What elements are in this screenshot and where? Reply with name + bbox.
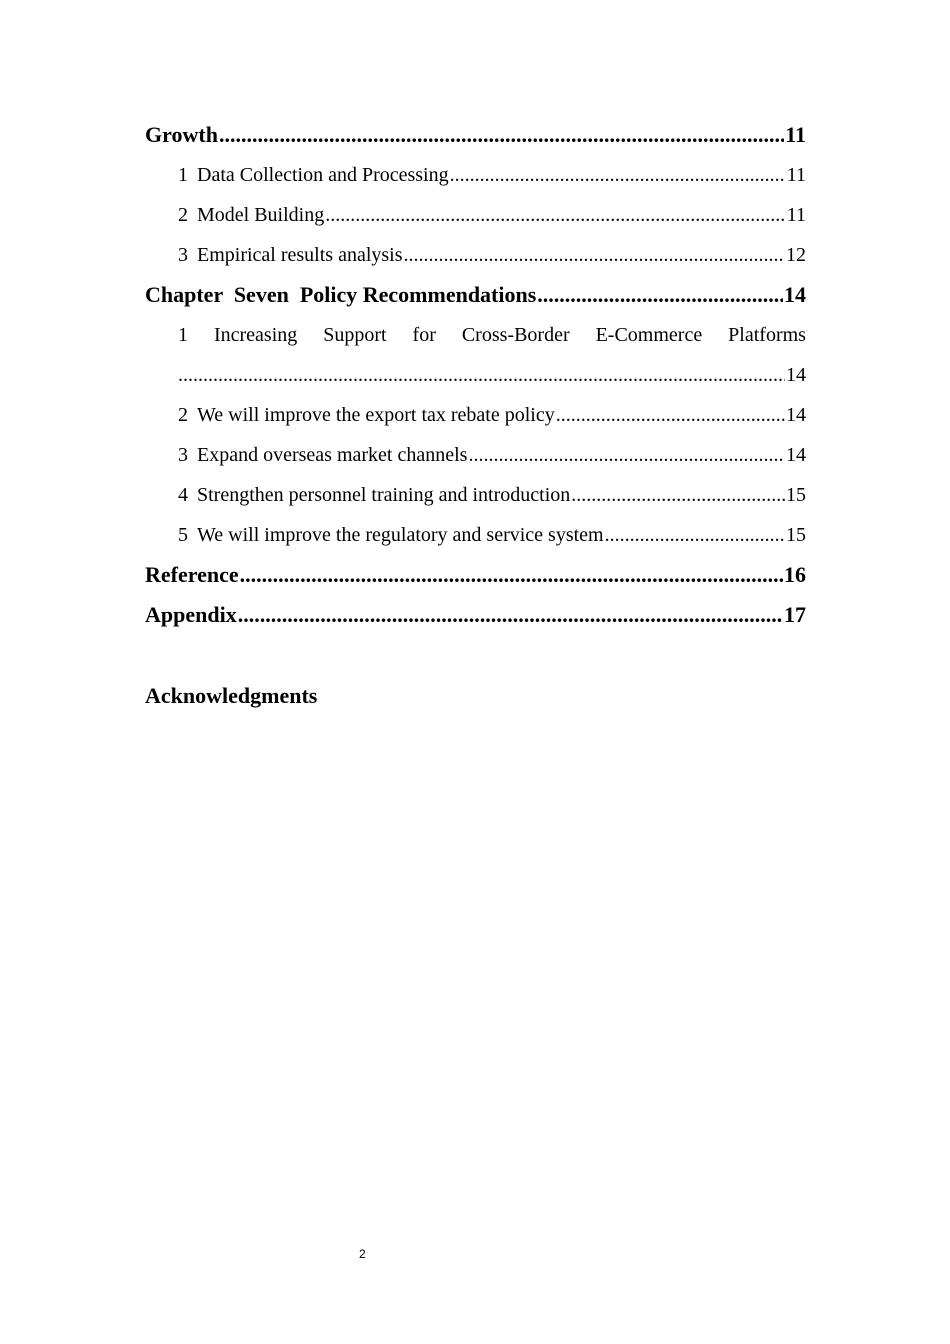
toc-entry-title: Growth <box>145 122 218 147</box>
toc-entry-word: Increasing <box>213 324 298 346</box>
toc-entry-title: Chapter Seven Policy Recommendations <box>145 282 537 307</box>
toc-entry-chapter-seven-1-continuation[interactable] <box>145 355 806 395</box>
toc-entry-number: 2 <box>178 204 188 226</box>
toc-entry-page: 16 <box>784 562 806 587</box>
toc-entry-growth-3[interactable] <box>145 235 806 275</box>
toc-entry-reference[interactable] <box>145 555 806 595</box>
dot-leader <box>178 355 785 395</box>
toc-entry-page: 11 <box>785 122 806 147</box>
toc-entry-number: 5 <box>178 524 188 546</box>
toc-entry-page: 15 <box>786 484 806 506</box>
toc-entry-chapter-seven-1[interactable] <box>145 315 806 355</box>
toc-entry-page: 11 <box>786 164 806 186</box>
toc-entry-appendix[interactable] <box>145 595 806 635</box>
toc-entry-title: We will improve the regulatory and service system <box>197 524 604 546</box>
toc-entry-chapter-seven[interactable] <box>145 275 806 315</box>
toc-entry-word: for <box>412 324 436 346</box>
toc-entry-title: Data Collection and Processing <box>197 164 449 186</box>
toc-entry-number: 3 <box>178 444 188 466</box>
toc-entry-number: 1 <box>178 164 188 186</box>
dot-leader <box>605 515 785 555</box>
toc-entry-growth-2[interactable] <box>145 195 806 235</box>
toc-entry-word: Cross-Border <box>461 324 570 346</box>
dot-leader <box>556 395 785 435</box>
toc-entry-number: 2 <box>178 404 188 426</box>
toc-entry-page: 14 <box>786 364 806 386</box>
toc-entry-growth[interactable] <box>145 115 806 155</box>
dot-leader <box>468 435 785 475</box>
dot-leader <box>240 555 783 595</box>
dot-leader <box>238 595 783 635</box>
acknowledgments-heading: Acknowledgments <box>145 683 318 708</box>
toc-entry-number: 1 <box>178 324 188 346</box>
toc-entry-word: Platforms <box>728 324 806 346</box>
toc-entry-title: Strengthen personnel training and introduction <box>197 484 571 506</box>
toc-entry-growth-1[interactable] <box>145 155 806 195</box>
toc-entry-word: E-Commerce <box>595 324 703 346</box>
toc-entry-chapter-seven-3[interactable] <box>145 435 806 475</box>
toc-entry-page: 14 <box>784 282 806 307</box>
toc-entry-title: Appendix <box>145 602 237 627</box>
toc-entry-page: 14 <box>786 404 806 426</box>
toc-entry-page: 11 <box>786 204 806 226</box>
toc-entry-number: 4 <box>178 484 188 506</box>
dot-leader <box>325 195 786 235</box>
toc-entry-title: Empirical results analysis <box>197 244 403 266</box>
toc-entry-title: Model Building <box>197 204 325 226</box>
toc-entry-page: 14 <box>786 444 806 466</box>
toc-entry-title: We will improve the export tax rebate policy <box>197 404 555 426</box>
dot-leader <box>450 155 786 195</box>
toc-entry-title <box>178 315 806 355</box>
page-number: 2 <box>359 1247 366 1261</box>
dot-leader <box>404 235 785 275</box>
toc-entry-title: Expand overseas market channels <box>197 444 468 466</box>
table-of-contents <box>145 115 806 635</box>
toc-entry-title: Reference <box>145 562 239 587</box>
toc-entry-page: 12 <box>786 244 806 266</box>
toc-entry-word: Support <box>323 324 387 346</box>
toc-entry-page: 15 <box>786 524 806 546</box>
toc-entry-number: 3 <box>178 244 188 266</box>
toc-entry-chapter-seven-5[interactable] <box>145 515 806 555</box>
toc-entry-page: 17 <box>784 602 806 627</box>
dot-leader <box>219 115 784 155</box>
toc-entry-chapter-seven-2[interactable] <box>145 395 806 435</box>
dot-leader <box>537 275 783 315</box>
dot-leader <box>571 475 785 515</box>
toc-entry-chapter-seven-4[interactable] <box>145 475 806 515</box>
